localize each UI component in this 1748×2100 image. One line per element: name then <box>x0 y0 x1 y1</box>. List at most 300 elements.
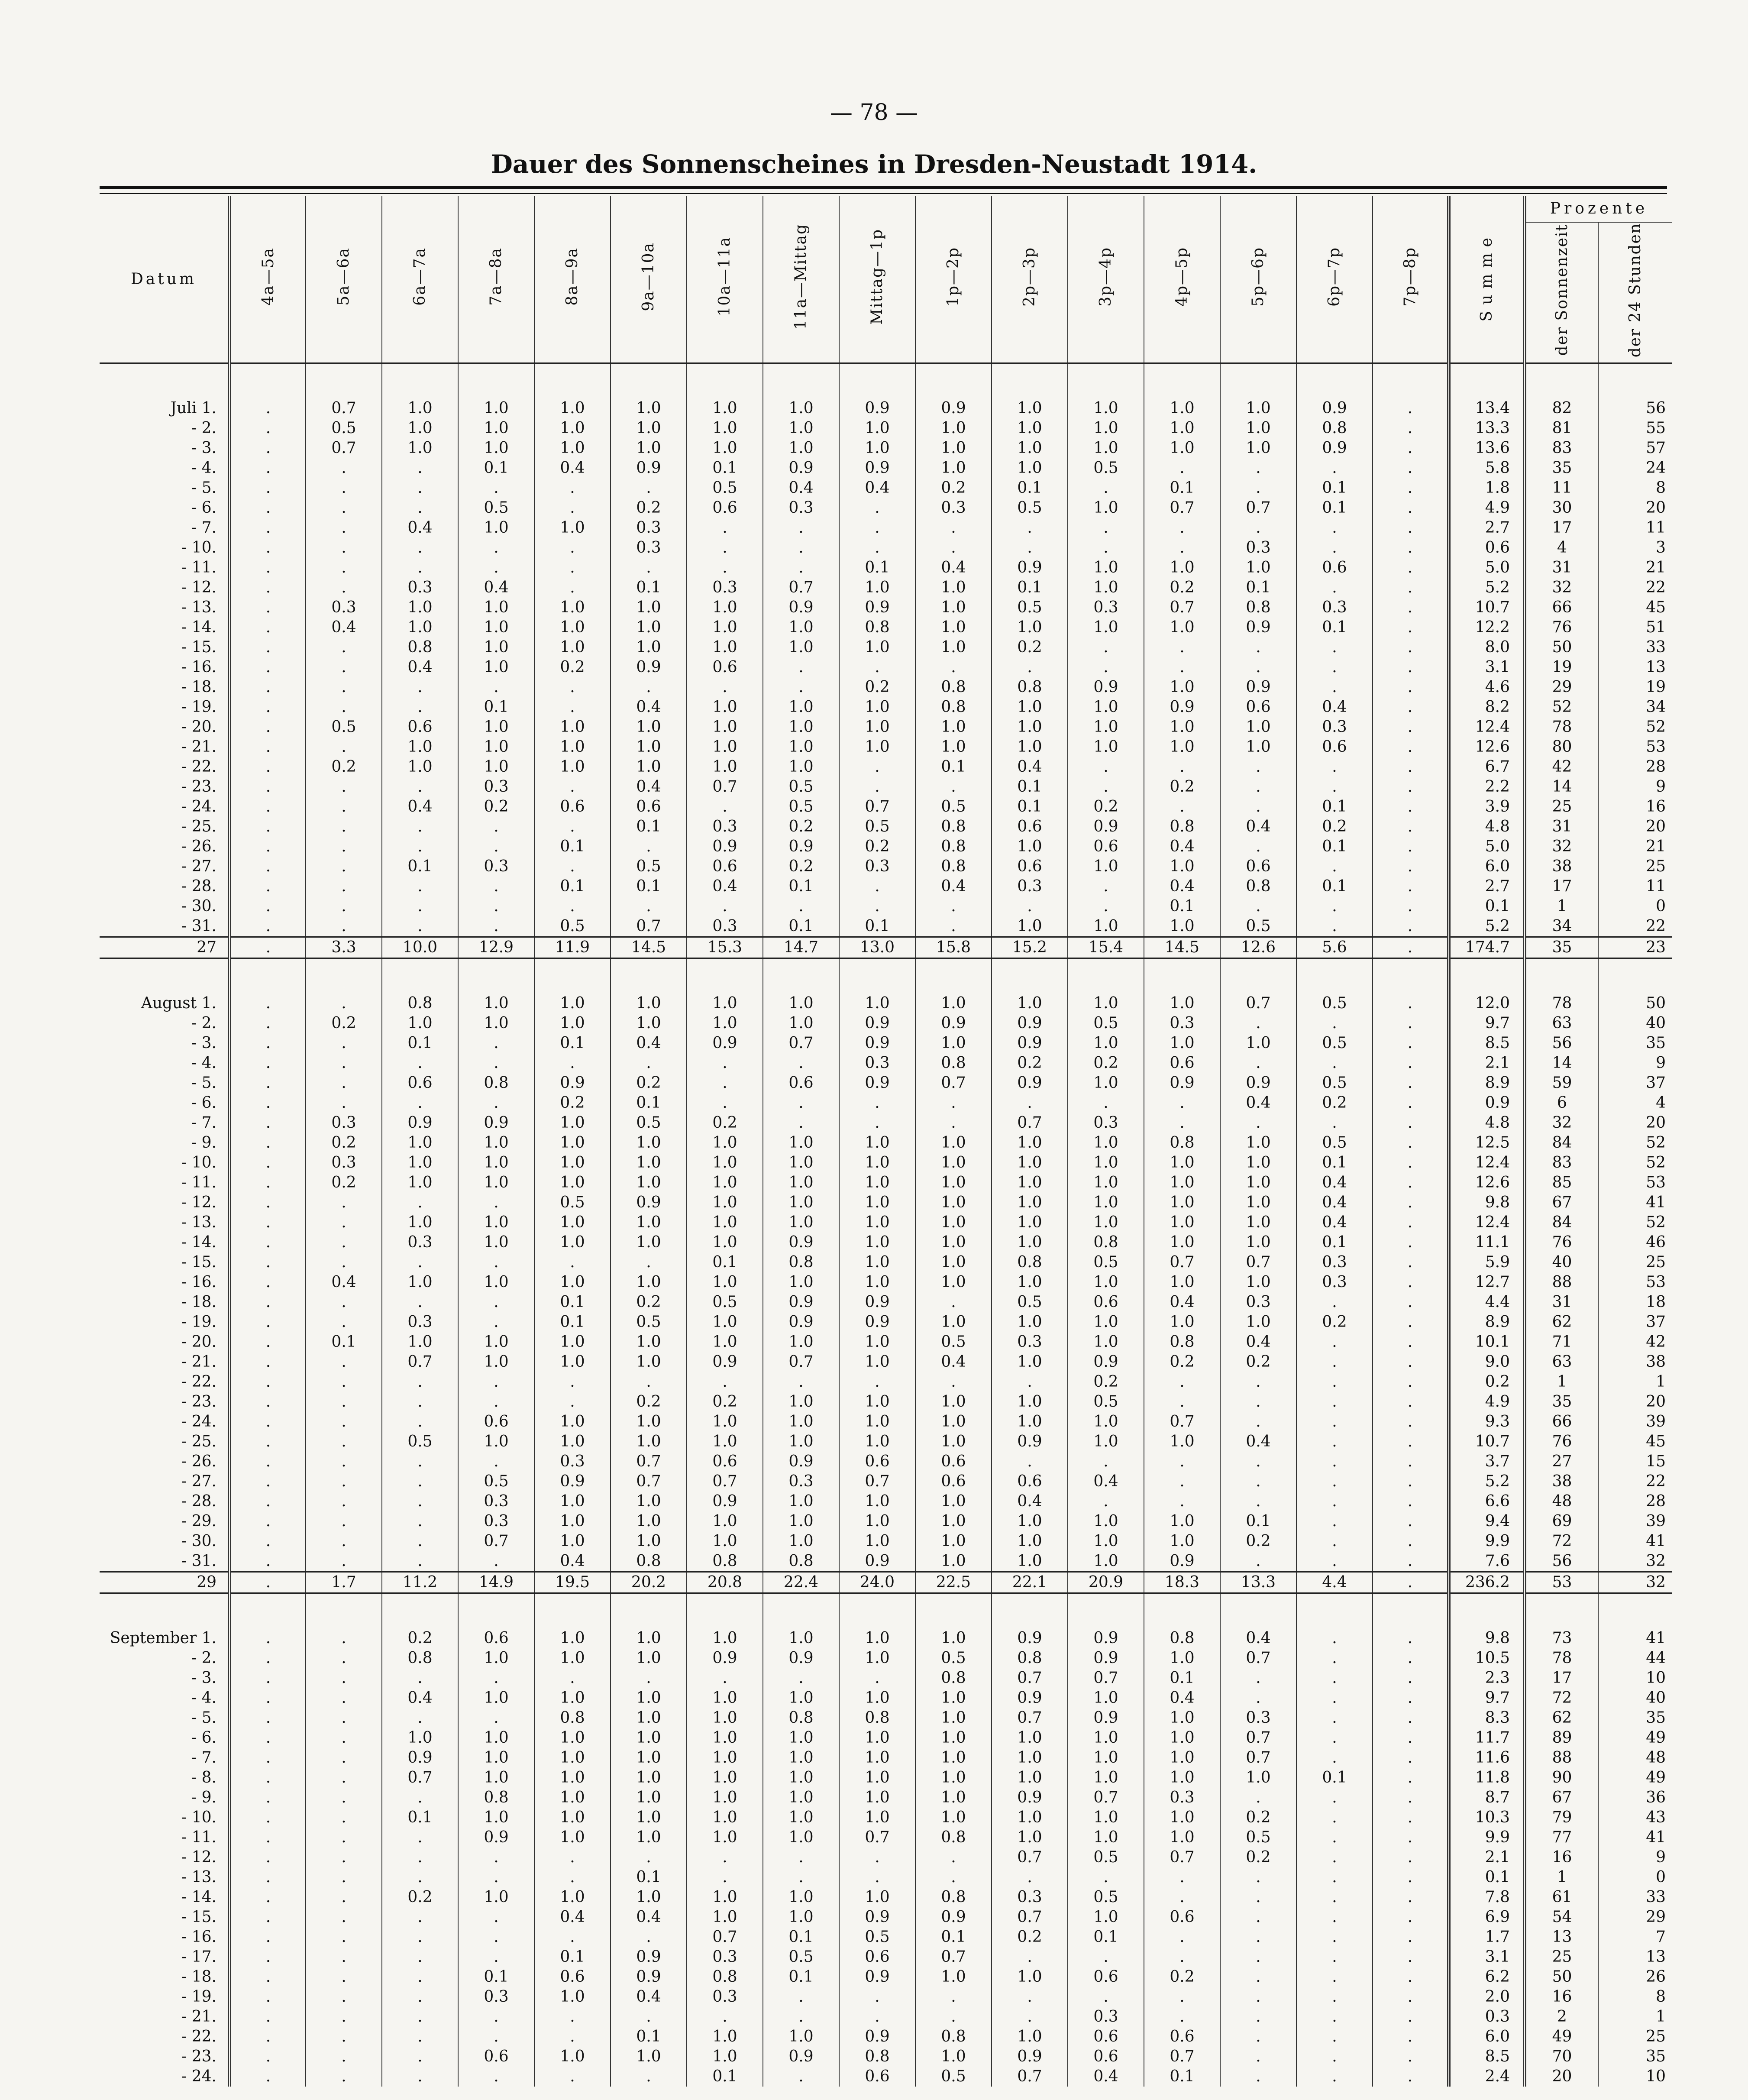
hour-cell: 0.5 <box>992 1292 1068 1312</box>
sum-cell: 0.1 <box>1449 1867 1525 1887</box>
hour-cell: . <box>1068 1492 1144 1511</box>
pct-sonnenzeit-cell: 83 <box>1525 438 1598 458</box>
hour-cell: . <box>229 1907 306 1927</box>
hour-cell: . <box>1373 637 1449 657</box>
sum-cell: 13.3 <box>1449 418 1525 438</box>
hour-cell: . <box>534 817 611 837</box>
hour-cell: 0.3 <box>458 857 534 877</box>
hour-cell: 1.0 <box>458 1887 534 1907</box>
hour-cell: 1.0 <box>839 737 915 757</box>
hour-cell: 1.0 <box>839 1648 915 1668</box>
sum-cell: 12.4 <box>1449 1213 1525 1233</box>
hour-cell: . <box>382 478 458 498</box>
hour-cell: 0.6 <box>1068 2027 1144 2047</box>
pct-sonnenzeit-cell: 32 <box>1525 1113 1598 1133</box>
hour-cell: 0.5 <box>915 797 992 817</box>
table-row <box>100 518 1672 538</box>
hour-cell: 1.0 <box>1068 1193 1144 1213</box>
hour-cell: 1.0 <box>611 1432 687 1452</box>
sum-cell: 6.6 <box>1449 1492 1525 1511</box>
table-row <box>100 817 1672 837</box>
hour-cell: 0.1 <box>992 578 1068 598</box>
hour-cell: 0.9 <box>915 1013 992 1033</box>
hour-header <box>1220 196 1296 363</box>
hour-cell: 0.8 <box>687 1967 763 1987</box>
hour-cell: . <box>306 1887 382 1907</box>
hour-cell: 0.8 <box>382 993 458 1013</box>
sum-cell: 12.7 <box>1449 1272 1525 1292</box>
hour-cell: 1.0 <box>915 1412 992 1432</box>
hour-cell: . <box>1220 1013 1296 1033</box>
hour-cell: 1.0 <box>763 1412 839 1432</box>
pct-sonnenzeit-cell: 17 <box>1525 518 1598 538</box>
spacer-cell <box>763 363 839 399</box>
hour-cell: . <box>229 1887 306 1907</box>
table-row <box>100 1432 1672 1452</box>
pct-sonnenzeit-cell: 19 <box>1525 657 1598 677</box>
pct-24h-cell: 18 <box>1598 1292 1672 1312</box>
hour-cell: . <box>306 817 382 837</box>
hour-cell: 0.7 <box>839 1472 915 1492</box>
hour-cell: 0.6 <box>992 857 1068 877</box>
table-row <box>100 418 1672 438</box>
hour-cell: 1.0 <box>611 1748 687 1768</box>
hour-cell: 0.3 <box>763 1472 839 1492</box>
hour-cell: 1.0 <box>687 1887 763 1907</box>
spacer-cell <box>1525 363 1598 399</box>
hour-cell: . <box>763 1113 839 1133</box>
pct-24h-cell: 33 <box>1598 1887 1672 1907</box>
hour-cell: . <box>229 1053 306 1073</box>
hour-cell: . <box>1296 1648 1373 1668</box>
hour-cell: 1.0 <box>1144 1828 1220 1848</box>
hour-cell: 0.6 <box>382 717 458 737</box>
table-row <box>100 1708 1672 1728</box>
hour-cell: 1.0 <box>382 438 458 458</box>
table-row <box>100 2027 1672 2047</box>
spacer-cell <box>839 1593 915 1629</box>
hour-cell: . <box>382 1193 458 1213</box>
hour-cell: 1.0 <box>1144 558 1220 578</box>
hour-cell: 1.0 <box>763 1492 839 1511</box>
hour-cell: 0.9 <box>458 1113 534 1133</box>
hour-cell: 1.0 <box>611 1887 687 1907</box>
table-row <box>100 1332 1672 1352</box>
hour-cell: 0.4 <box>915 558 992 578</box>
pct-sonnenzeit-cell: 38 <box>1525 1472 1598 1492</box>
hour-cell: 1.0 <box>611 1013 687 1033</box>
hour-cell: . <box>534 538 611 558</box>
hour-cell: . <box>229 2027 306 2047</box>
hour-cell: . <box>839 777 915 797</box>
hour-cell: 1.0 <box>992 1173 1068 1193</box>
hour-cell: 0.7 <box>611 1472 687 1492</box>
hour-cell: 1.0 <box>839 1252 915 1272</box>
hour-cell: 0.2 <box>382 1887 458 1907</box>
date-cell: - 23. <box>181 2048 216 2066</box>
hour-cell: 0.5 <box>611 1312 687 1332</box>
pct-24h-cell: 41 <box>1598 1828 1672 1848</box>
hour-cell: 0.1 <box>534 1292 611 1312</box>
hour-cell: . <box>1373 1252 1449 1272</box>
spacer-cell <box>1144 363 1220 399</box>
hour-cell: . <box>1144 1947 1220 1967</box>
hour-cell: . <box>1296 1531 1373 1551</box>
hour-cell: 1.0 <box>611 398 687 418</box>
hour-cell: . <box>839 2007 915 2027</box>
hour-cell: . <box>839 1668 915 1688</box>
hour-cell: 0.4 <box>1144 877 1220 896</box>
hour-cell: . <box>534 1252 611 1272</box>
hour-cell: 1.0 <box>915 1432 992 1452</box>
sum-cell: 10.1 <box>1449 1332 1525 1352</box>
hour-cell: . <box>306 1053 382 1073</box>
table-row <box>100 1887 1672 1907</box>
hour-cell: . <box>458 558 534 578</box>
date-cell: - 29. <box>181 1512 216 1531</box>
top-rule-thin <box>100 193 1667 194</box>
hour-cell: . <box>1373 1153 1449 1173</box>
hour-cell: . <box>611 478 687 498</box>
hour-cell: 10.0 <box>382 937 458 958</box>
hour-cell: 0.4 <box>915 1352 992 1372</box>
date-cell: - 12. <box>181 1194 216 1212</box>
hour-cell: 0.6 <box>687 1452 763 1472</box>
hour-cell: 1.0 <box>611 1153 687 1173</box>
hour-cell: . <box>306 1252 382 1272</box>
hour-cell: 1.0 <box>458 1648 534 1668</box>
hour-cell: 0.4 <box>1068 2067 1144 2087</box>
hour-cell: 0.2 <box>611 1392 687 1412</box>
spacer-cell <box>687 363 763 399</box>
hour-cell: . <box>229 1551 306 1572</box>
date-cell: - 9. <box>191 1789 216 1807</box>
hour-cell: 0.4 <box>1220 1432 1296 1452</box>
hour-cell: 0.4 <box>992 757 1068 777</box>
hour-cell: 0.8 <box>1144 1332 1220 1352</box>
pct-24h-cell: 11 <box>1598 518 1672 538</box>
hour-cell: . <box>1068 538 1144 558</box>
hour-cell: 1.0 <box>611 1492 687 1511</box>
hour-cell: 0.1 <box>839 916 915 937</box>
hour-cell: . <box>306 896 382 916</box>
hour-cell: . <box>306 1412 382 1432</box>
hour-cell: . <box>382 1511 458 1531</box>
hour-cell: 1.0 <box>915 1312 992 1332</box>
hour-cell: . <box>382 1907 458 1927</box>
hour-cell: . <box>306 777 382 797</box>
hour-cell: 1.0 <box>458 657 534 677</box>
spacer-cell <box>1220 1593 1296 1629</box>
hour-cell: . <box>306 498 382 518</box>
hour-cell: 0.4 <box>1296 697 1373 717</box>
hour-cell: . <box>1068 478 1144 498</box>
hour-cell: . <box>229 1947 306 1967</box>
date-cell: - 16. <box>181 1928 216 1946</box>
hour-header <box>915 196 992 363</box>
pct-sonnenzeit-cell: 16 <box>1525 1987 1598 2007</box>
table-row <box>100 1392 1672 1412</box>
hour-cell: 1.0 <box>839 1531 915 1551</box>
pct-24h-cell: 52 <box>1598 1133 1672 1153</box>
hour-cell: . <box>1296 518 1373 538</box>
hour-cell: 0.8 <box>915 677 992 697</box>
hour-cell: 0.3 <box>382 1233 458 1252</box>
hour-cell: . <box>534 1668 611 1688</box>
hour-cell: . <box>306 1292 382 1312</box>
hour-cell: . <box>1373 1233 1449 1252</box>
hour-cell: . <box>229 478 306 498</box>
spacer-cell <box>306 1593 382 1629</box>
hour-cell: . <box>382 1053 458 1073</box>
table-row <box>100 1768 1672 1788</box>
hour-cell: . <box>1373 677 1449 697</box>
pct-sonnenzeit-cell: 54 <box>1525 1907 1598 1927</box>
hour-cell: . <box>1373 1967 1449 1987</box>
hour-cell: . <box>1373 1093 1449 1113</box>
hour-cell: 1.0 <box>1144 993 1220 1013</box>
spacer-cell <box>915 1593 992 1629</box>
hour-cell: . <box>229 737 306 757</box>
hour-cell: . <box>1220 1967 1296 1987</box>
hour-cell: 12.6 <box>1220 937 1296 958</box>
hour-cell: 0.8 <box>763 1252 839 1272</box>
hour-cell: 1.0 <box>687 1133 763 1153</box>
sum-cell: 1.8 <box>1449 478 1525 498</box>
hour-cell: . <box>611 896 687 916</box>
hour-cell: 1.0 <box>1068 1312 1144 1332</box>
pct-sonnenzeit-cell: 25 <box>1525 1947 1598 1967</box>
table-row <box>100 1033 1672 1053</box>
date-cell: - 15. <box>181 638 216 657</box>
hour-cell: 0.4 <box>458 578 534 598</box>
pct-sonnenzeit-cell: 25 <box>1525 797 1598 817</box>
hour-cell: . <box>1220 518 1296 538</box>
hour-cell: . <box>306 458 382 478</box>
hour-cell: 1.0 <box>1068 498 1144 518</box>
hour-cell: . <box>1373 2067 1449 2087</box>
hour-cell: 1.0 <box>611 757 687 777</box>
hour-cell: 20.9 <box>1068 1572 1144 1593</box>
hour-cell: 1.0 <box>687 993 763 1013</box>
hour-cell: 1.0 <box>839 1412 915 1432</box>
hour-cell: . <box>1296 1808 1373 1828</box>
hour-cell: 1.0 <box>763 717 839 737</box>
hour-cell: . <box>1068 1452 1144 1472</box>
hour-cell: . <box>992 1093 1068 1113</box>
hour-header <box>687 196 763 363</box>
pct-24h-cell: 40 <box>1598 1013 1672 1033</box>
hour-cell: 0.6 <box>839 1947 915 1967</box>
hour-cell: . <box>1373 1272 1449 1292</box>
hour-cell: . <box>763 1053 839 1073</box>
table-row <box>100 1947 1672 1967</box>
hour-cell: . <box>915 518 992 538</box>
date-cell: - 8. <box>191 1769 216 1787</box>
hour-cell: . <box>229 817 306 837</box>
hour-cell: . <box>839 657 915 677</box>
date-cell: - 3. <box>191 439 216 457</box>
hour-header-label: 1p—2p <box>944 246 962 307</box>
hour-cell: . <box>229 418 306 438</box>
pct-24h-cell: 56 <box>1598 398 1672 418</box>
date-cell: - 13. <box>181 1213 216 1232</box>
hour-cell: . <box>306 1492 382 1511</box>
hour-cell: 1.0 <box>992 438 1068 458</box>
hour-cell: 1.0 <box>534 1808 611 1828</box>
hour-cell: . <box>229 578 306 598</box>
sum-cell: 5.2 <box>1449 578 1525 598</box>
hour-cell: . <box>382 1668 458 1688</box>
hour-cell: . <box>1373 837 1449 857</box>
hour-cell: 0.3 <box>1220 1292 1296 1312</box>
hour-cell: . <box>458 677 534 697</box>
hour-cell: 1.0 <box>915 458 992 478</box>
hour-cell: . <box>534 857 611 877</box>
hour-cell: 0.1 <box>992 777 1068 797</box>
table-row <box>100 618 1672 637</box>
pct-sonnenzeit-cell: 76 <box>1525 1432 1598 1452</box>
hour-cell: 1.0 <box>534 737 611 757</box>
hour-cell: 0.9 <box>611 1947 687 1967</box>
hour-cell: . <box>687 677 763 697</box>
hour-cell: 0.8 <box>763 1708 839 1728</box>
hour-cell: . <box>534 777 611 797</box>
pct-24h-cell: 11 <box>1598 877 1672 896</box>
hour-cell: 0.6 <box>839 1452 915 1472</box>
hour-cell: 1.0 <box>687 1013 763 1033</box>
hour-cell: 0.7 <box>382 1352 458 1372</box>
hour-cell: . <box>1296 1372 1373 1392</box>
hour-cell: 0.9 <box>992 1073 1068 1093</box>
hour-cell: . <box>229 1292 306 1312</box>
hour-cell: 1.0 <box>839 1511 915 1531</box>
hour-cell: . <box>1296 657 1373 677</box>
pct-24h-cell: 25 <box>1598 2027 1672 2047</box>
hour-cell: 0.2 <box>534 657 611 677</box>
hour-cell: 1.0 <box>534 1788 611 1808</box>
hour-cell: 0.1 <box>1296 498 1373 518</box>
spacer-cell <box>458 958 534 994</box>
hour-cell: . <box>382 2007 458 2027</box>
hour-cell: . <box>458 916 534 937</box>
hour-cell: 1.0 <box>1068 1432 1144 1452</box>
hour-cell: . <box>382 877 458 896</box>
hour-cell: 0.2 <box>611 1073 687 1093</box>
pct-sonnenzeit-cell: 50 <box>1525 1967 1598 1987</box>
hour-cell: . <box>1373 857 1449 877</box>
hour-cell: 1.0 <box>687 637 763 657</box>
hour-cell: . <box>1220 896 1296 916</box>
pct-24h-cell: 40 <box>1598 1688 1672 1708</box>
hour-cell: . <box>687 1073 763 1093</box>
hour-cell: . <box>1144 458 1220 478</box>
hour-cell: . <box>1296 1748 1373 1768</box>
hour-cell: . <box>534 1867 611 1887</box>
spacer-cell <box>1598 958 1672 994</box>
date-cell: - 10. <box>181 1809 216 1827</box>
pct-24h-cell: 25 <box>1598 1252 1672 1272</box>
pct-sonnenzeit-cell: 1 <box>1525 1867 1598 1887</box>
hour-cell: 0.5 <box>1296 1033 1373 1053</box>
hour-cell: 0.2 <box>1068 1053 1144 1073</box>
date-cell: - 25. <box>181 1433 216 1451</box>
table-row <box>100 993 1672 1013</box>
hour-cell: 11.2 <box>382 1572 458 1593</box>
pct-sonnenzeit-cell: 66 <box>1525 598 1598 618</box>
hour-cell: 1.0 <box>1144 618 1220 637</box>
hour-cell: . <box>229 1808 306 1828</box>
pct-sonnenzeit-cell: 77 <box>1525 1828 1598 1848</box>
hour-cell: 1.0 <box>1220 558 1296 578</box>
hour-cell: 0.5 <box>1068 458 1144 478</box>
hour-cell: 1.0 <box>687 1412 763 1432</box>
hour-cell: 1.0 <box>992 1551 1068 1572</box>
hour-cell: 0.3 <box>687 1987 763 2007</box>
date-cell: - 11. <box>181 1828 216 1847</box>
hour-cell: . <box>229 1193 306 1213</box>
hour-cell: 1.0 <box>915 637 992 657</box>
hour-cell: 1.0 <box>1068 697 1144 717</box>
hour-cell: . <box>306 1947 382 1967</box>
hour-cell: 1.0 <box>1220 418 1296 438</box>
hour-cell: 1.0 <box>915 598 992 618</box>
hour-cell: . <box>306 1432 382 1452</box>
hour-cell: . <box>992 657 1068 677</box>
hour-cell: . <box>229 717 306 737</box>
hour-cell: 1.0 <box>534 1153 611 1173</box>
hour-cell: 0.9 <box>1068 677 1144 697</box>
hour-cell: 1.0 <box>839 1153 915 1173</box>
hour-cell: 0.2 <box>458 797 534 817</box>
pct-24h-cell: 41 <box>1598 1531 1672 1551</box>
table-row <box>100 797 1672 817</box>
hour-cell: 0.7 <box>458 1531 534 1551</box>
hour-cell: . <box>229 1728 306 1748</box>
pct-sonnenzeit-cell: 4 <box>1525 538 1598 558</box>
hour-cell: . <box>992 1867 1068 1887</box>
hour-cell: . <box>306 2047 382 2067</box>
hour-cell: 0.9 <box>1068 1628 1144 1648</box>
hour-cell: . <box>458 1093 534 1113</box>
hour-cell: 0.9 <box>763 1292 839 1312</box>
hour-cell: 0.5 <box>382 1432 458 1452</box>
hour-cell: 1.0 <box>1068 1748 1144 1768</box>
hour-cell: . <box>1373 438 1449 458</box>
date-cell: - 31. <box>181 1552 216 1570</box>
hour-cell: 1.0 <box>915 1392 992 1412</box>
pct-sonnenzeit-cell: 13 <box>1525 1927 1598 1947</box>
hour-cell: . <box>382 1551 458 1572</box>
hour-cell: 0.8 <box>992 1648 1068 1668</box>
hour-cell: . <box>306 1193 382 1213</box>
hour-cell: 0.6 <box>458 1628 534 1648</box>
hour-cell: 1.0 <box>687 1213 763 1233</box>
hour-cell: . <box>1068 1867 1144 1887</box>
hour-cell: . <box>687 1668 763 1688</box>
date-cell: - 4. <box>191 1054 216 1072</box>
spacer-cell <box>306 363 382 399</box>
hour-cell: 0.1 <box>687 1252 763 1272</box>
hour-header <box>992 196 1068 363</box>
hour-cell: 1.0 <box>1068 993 1144 1013</box>
hour-cell: . <box>1373 1628 1449 1648</box>
pct-24h-cell: 44 <box>1598 1648 1672 1668</box>
hour-cell: 1.0 <box>915 1808 992 1828</box>
sum-cell: 8.5 <box>1449 1033 1525 1053</box>
pct-24h-cell: 28 <box>1598 757 1672 777</box>
spacer-cell <box>1144 1593 1220 1629</box>
